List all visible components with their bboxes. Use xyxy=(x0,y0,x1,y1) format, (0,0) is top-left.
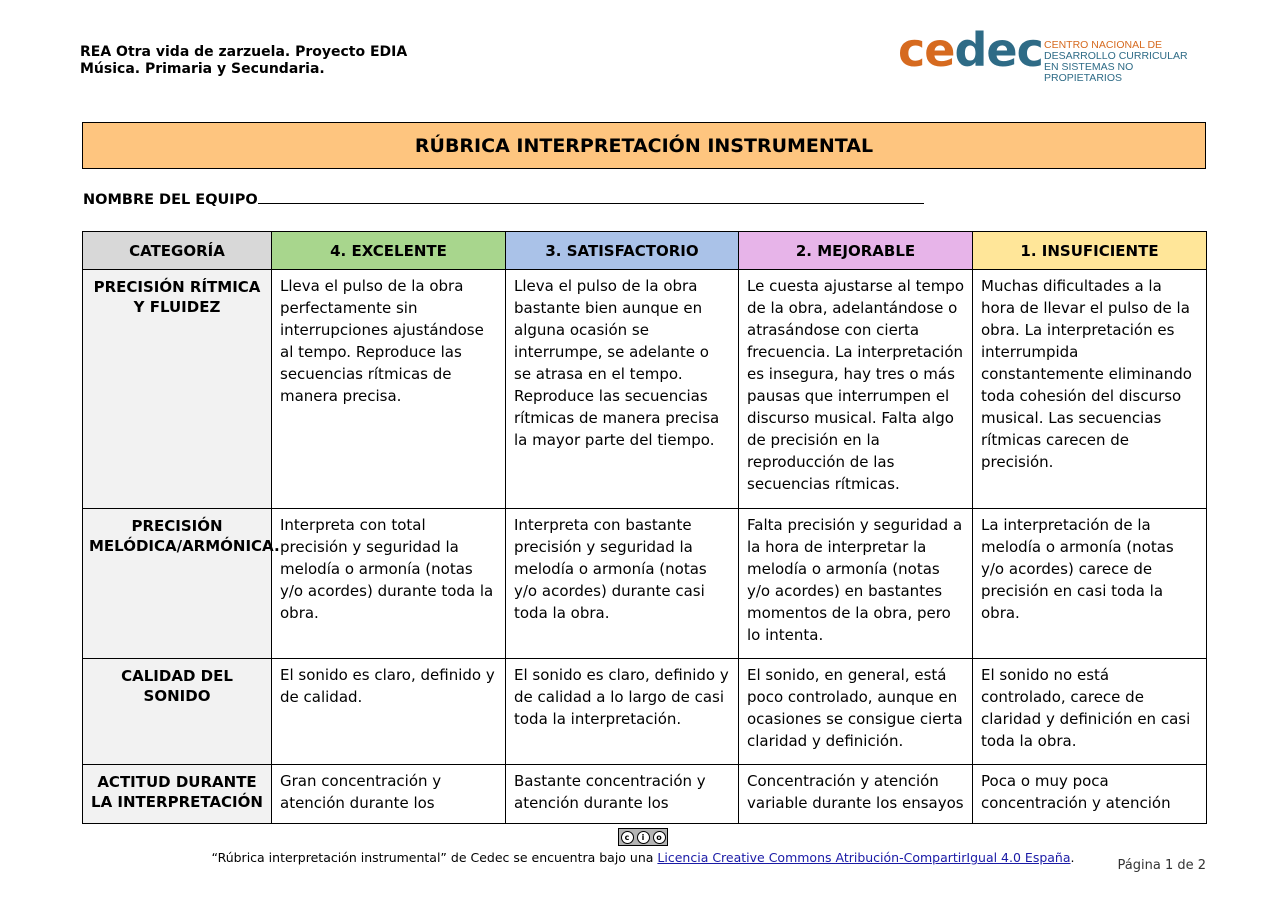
row-category: PRECISIÓN RÍTMICA Y FLUIDEZ xyxy=(83,270,272,509)
table-cell: El sonido es claro, definido y de calidad. xyxy=(272,659,506,765)
table-cell: Lleva el pulso de la obra perfectamente sin interrupciones ajustándose al tempo. Reproduce las secuencias rítmicas de manera precisa. xyxy=(272,270,506,509)
row-category: CALIDAD DEL SONIDO xyxy=(83,659,272,765)
table-cell: El sonido es claro, definido y de calidad a lo largo de casi toda la interpretación. xyxy=(506,659,739,765)
table-cell: Bastante concentración y atención durante los xyxy=(506,765,739,824)
table-row xyxy=(83,509,1207,659)
header-insuficiente: 1. INSUFICIENTE xyxy=(973,232,1207,270)
row-category: ACTITUD DURANTE LA INTERPRETACIÓN xyxy=(83,765,272,824)
rubric-table xyxy=(82,231,1207,824)
table-cell: Le cuesta ajustarse al tempo de la obra, adelantándose o atrasándose con cierta frecuencia. La interpretación es insegura, hay tres o más pausas que interrumpen el discurso musical. Falta algo de precisión en la reproducción de las secuencias rítmicas. xyxy=(739,270,973,509)
document-header xyxy=(80,44,407,78)
table-header-row xyxy=(83,232,1207,270)
row-category: PRECISIÓN MELÓDICA/ARMÓNICA. xyxy=(83,509,272,659)
table-row xyxy=(83,659,1207,765)
table-cell: Poca o muy poca concentración y atención xyxy=(973,765,1207,824)
license-footer: “Rúbrica interpretación instrumental” de Cedec se encuentra bajo una Licencia Creative Commons Atribución-CompartirIgual 4.0 España. xyxy=(211,850,1075,865)
table-cell: Muchas dificultades a la hora de llevar el pulso de la obra. La interpretación es interrumpida constantemente eliminando toda cohesión del discurso musical. Las secuencias rítmicas carecen de precisión. xyxy=(973,270,1207,509)
header-excelente: 4. EXCELENTE xyxy=(272,232,506,270)
table-row xyxy=(83,270,1207,509)
table-cell: El sonido no está controlado, carece de claridad y definición en casi toda la obra. xyxy=(973,659,1207,765)
page-number: Página 1 de 2 xyxy=(1117,858,1206,873)
header-category: CATEGORÍA xyxy=(83,232,272,270)
table-cell: Lleva el pulso de la obra bastante bien aunque en alguna ocasión se interrumpe, se adelante o se atrasa en el tempo. Reproduce las secuencias rítmicas de manera precisa la mayor parte del tiempo. xyxy=(506,270,739,509)
cedec-logo-word: cedec xyxy=(898,23,1043,77)
team-name-field xyxy=(83,190,924,208)
license-link[interactable]: Licencia Creative Commons Atribución-CompartirIgual 4.0 España xyxy=(657,850,1071,865)
table-cell: Gran concentración y atención durante los xyxy=(272,765,506,824)
table-row xyxy=(83,765,1207,824)
header-satisfactorio: 3. SATISFACTORIO xyxy=(506,232,739,270)
cc-by-sa-icon: c i o xyxy=(618,828,668,846)
header-mejorable: 2. MEJORABLE xyxy=(739,232,973,270)
cedec-logo-subtitle: CENTRO NACIONAL DE DESARROLLO CURRICULAR EN SISTEMAS NO PROPIETARIOS xyxy=(1044,39,1188,84)
table-cell: El sonido, en general, está poco controlado, aunque en ocasiones se consigue cierta claridad y definición. xyxy=(739,659,973,765)
cedec-logo xyxy=(898,23,1208,84)
table-cell: Falta precisión y seguridad a la hora de interpretar la melodía o armonía (notas y/o acordes) en bastantes momentos de la obra, pero lo intenta. xyxy=(739,509,973,659)
header-project-title: REA Otra vida de zarzuela. Proyecto EDIA xyxy=(80,44,408,60)
team-name-label: NOMBRE DEL EQUIPO xyxy=(83,192,258,208)
rubric-title: RÚBRICA INTERPRETACIÓN INSTRUMENTAL xyxy=(82,122,1206,169)
table-cell: Concentración y atención variable durante los ensayos xyxy=(739,765,973,824)
team-name-blank xyxy=(258,190,924,204)
table-cell: La interpretación de la melodía o armonía (notas y/o acordes) carece de precisión en casi toda la obra. xyxy=(973,509,1207,659)
header-subject: Música. Primaria y Secundaria. xyxy=(80,61,325,77)
license-text: “Rúbrica interpretación instrumental” de Cedec se encuentra bajo una xyxy=(211,850,658,865)
table-cell: Interpreta con total precisión y seguridad la melodía o armonía (notas y/o acordes) durante toda la obra. xyxy=(272,509,506,659)
table-cell: Interpreta con bastante precisión y seguridad la melodía o armonía (notas y/o acordes) durante casi toda la obra. xyxy=(506,509,739,659)
